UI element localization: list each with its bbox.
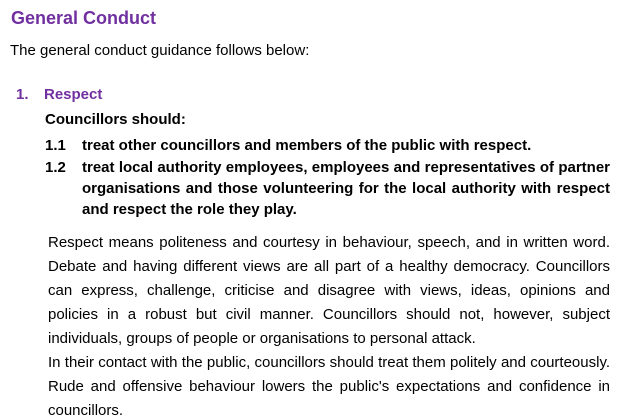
body-paragraphs	[48, 231, 610, 420]
clause-number: 1.1	[45, 137, 66, 154]
section-title: Respect	[44, 86, 103, 103]
page-title: General Conduct	[11, 8, 157, 28]
clause-item-1-2	[45, 157, 610, 220]
body-paragraph: In their contact with the public, councillors should treat them politely and courteously. Rude and offensive behaviour lowers the public's expectations and confidence in councillors.	[48, 354, 610, 419]
clause-item-1-1	[45, 135, 610, 156]
clause-number: 1.2	[45, 159, 66, 176]
section-lead: Councillors should:	[45, 111, 186, 128]
section-heading	[16, 86, 610, 104]
clause-text: treat local authority employees, employees and representatives of partner organisations and those volunteering for the local authority with respect and respect the role they play.	[82, 159, 610, 218]
section-number: 1.	[16, 86, 29, 103]
section-body	[45, 111, 610, 420]
intro-text: The general conduct guidance follows below:	[10, 42, 310, 59]
clause-text: treat other councillors and members of the public with respect.	[82, 137, 532, 154]
body-paragraph: Respect means politeness and courtesy in behaviour, speech, and in written word. Debate and having different views are all part of a healthy democracy. Councillors can express, challenge, criticise and disagree with views, ideas, opinions and policies in a robust but civil manner. Councillors should not, however, subject individuals, groups of people or organisations to personal attack.	[48, 234, 610, 347]
